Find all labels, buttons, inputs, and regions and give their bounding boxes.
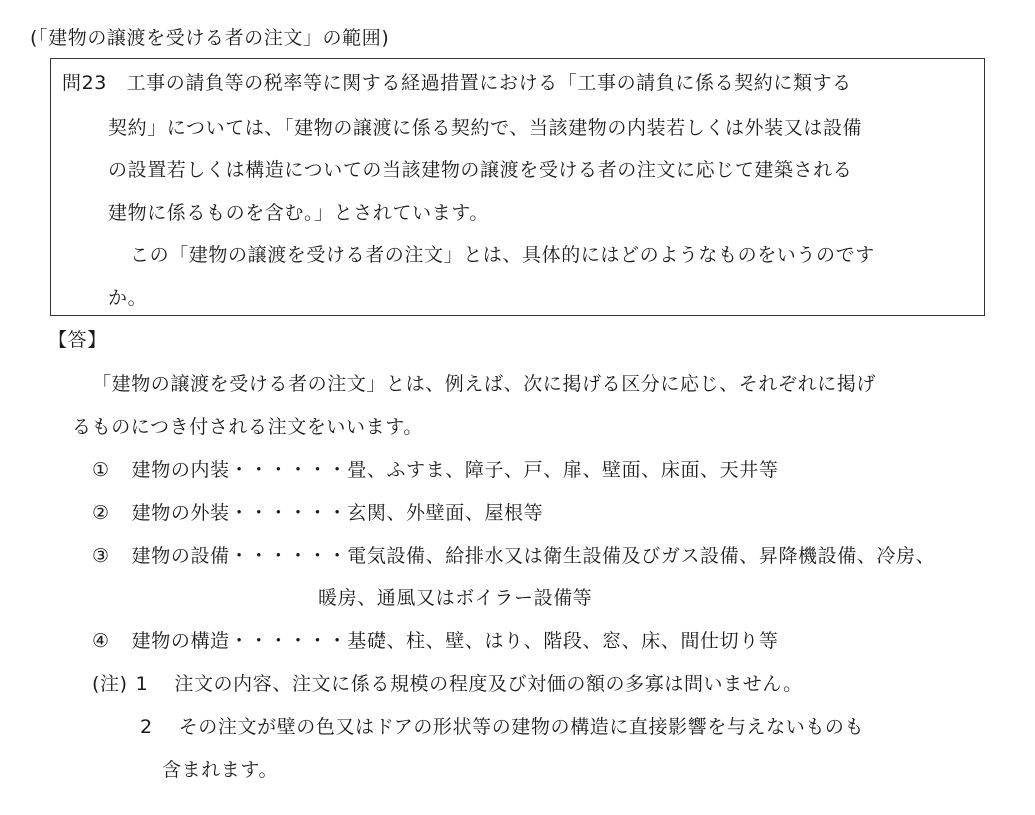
item-text: 玄関、外壁面、屋根等 — [347, 502, 544, 524]
list-item — [92, 501, 543, 525]
item-text: 電気設備、給排水又は衛生設備及びガス設備、昇降機設備、冷房、 — [347, 545, 936, 567]
section-heading: (「建物の譲渡を受ける者の注文」の範囲) — [30, 27, 390, 49]
question-line: この「建物の譲渡を受ける者の注文」とは、具体的にはどのようなものをいうのです — [130, 244, 875, 266]
question-line: 契約」については、「建物の譲渡に係る契約で、当該建物の内装若しくは外装又は設備 — [108, 117, 863, 139]
item-number: ③ — [92, 545, 110, 567]
note-text: 注文の内容、注文に係る規模の程度及び対価の額の多寡は問いません。 — [174, 673, 803, 695]
item-label: 建物の内装・・・・・・ — [131, 459, 348, 481]
note-item — [92, 672, 803, 696]
note-text: その注文が壁の色又はドアの形状等の建物の構造に直接影響を与えないものも — [178, 716, 865, 738]
list-item — [92, 458, 778, 482]
item-label: 建物の設備・・・・・・ — [131, 545, 348, 567]
item-label: 建物の構造・・・・・・ — [131, 630, 348, 652]
list-item — [92, 544, 935, 568]
answer-heading: 【答】 — [48, 329, 107, 351]
item-text: 畳、ふすま、障子、戸、扉、壁面、床面、天井等 — [347, 459, 779, 481]
note-prefix: (注) — [92, 673, 128, 695]
answer-intro-line: 「建物の譲渡を受ける者の注文」とは、例えば、次に掲げる区分に応じ、それぞれに掲げ — [92, 373, 877, 395]
question-line: 建物に係るものを含む。」とされています。 — [108, 202, 489, 224]
answer-intro-line: るものにつき付される注文をいいます。 — [72, 416, 423, 438]
item-label: 建物の外装・・・・・・ — [131, 502, 348, 524]
note-number: 1 — [135, 673, 149, 695]
item-number: ① — [92, 459, 110, 481]
question-line: の設置若しくは構造についての当該建物の譲渡を受ける者の注文に応じて建築される — [108, 159, 853, 181]
question-box — [50, 58, 985, 316]
note-item — [140, 715, 864, 739]
question-line: 問23 工事の請負等の税率等に関する経過措置における「工事の請負に係る契約に類する — [62, 72, 852, 94]
item-number: ④ — [92, 630, 110, 652]
note-number: 2 — [140, 716, 153, 738]
item-number: ② — [92, 502, 110, 524]
item-text: 基礎、柱、壁、はり、階段、窓、床、間仕切り等 — [347, 630, 779, 652]
question-line: か。 — [108, 287, 148, 309]
list-item-continuation: 暖房、通風又はボイラー設備等 — [318, 587, 593, 609]
note-text-continuation: 含まれます。 — [162, 759, 279, 781]
list-item — [92, 629, 778, 653]
